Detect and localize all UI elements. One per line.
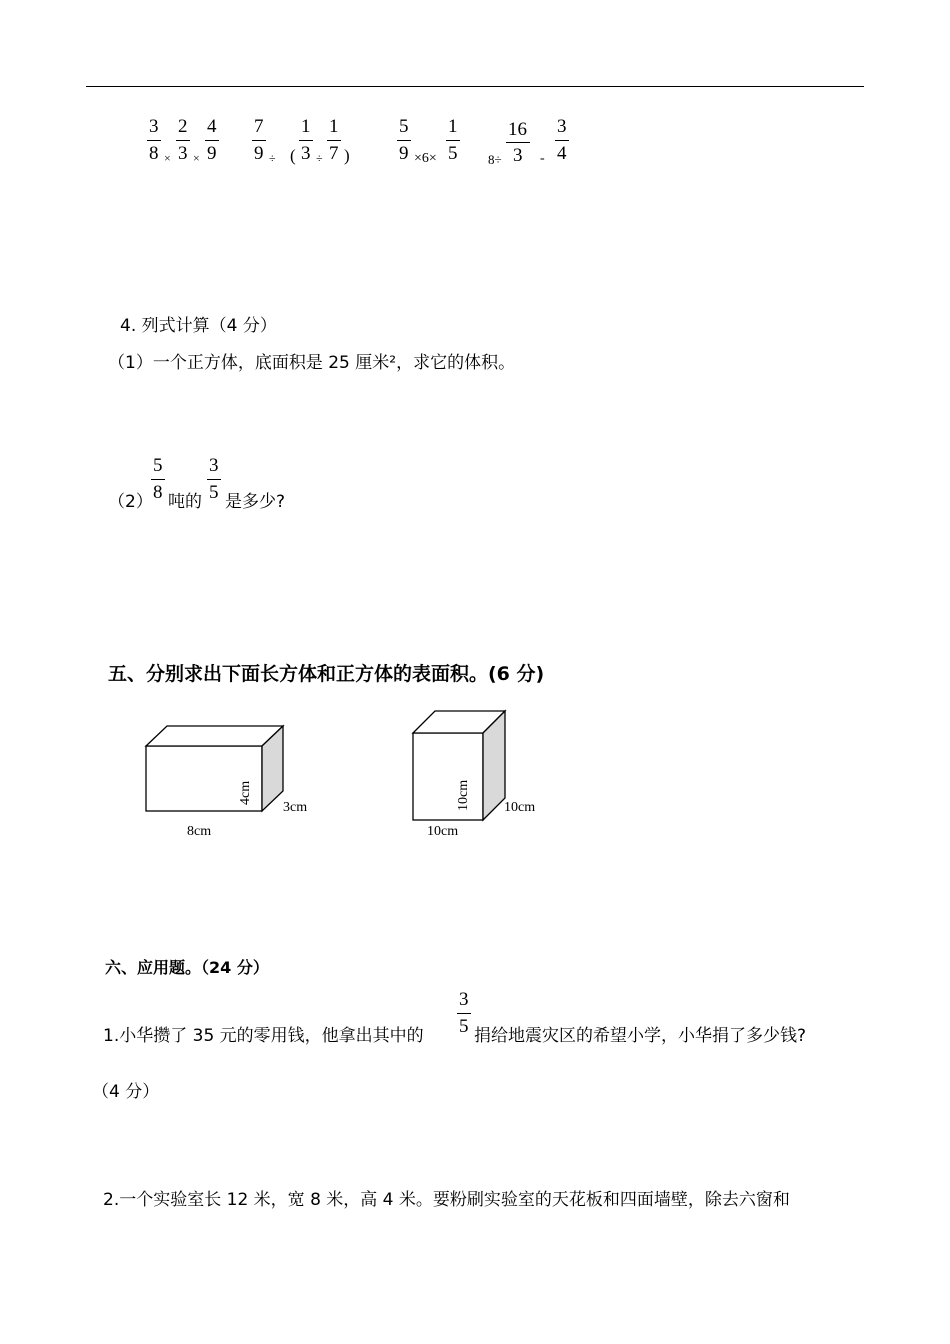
question-4-title: 4. 列式计算（4 分） bbox=[120, 316, 277, 336]
fraction-numerator: 16 bbox=[508, 119, 527, 140]
operator: ÷ bbox=[269, 151, 276, 165]
fraction-numerator: 4 bbox=[207, 116, 217, 137]
question-4-part-1: （1）一个正方体，底面积是 25 厘米²，求它的体积。 bbox=[108, 353, 516, 373]
fraction-numerator: 5 bbox=[399, 116, 409, 137]
section-5-heading: 五、分别求出下面长方体和正方体的表面积。(6 分) bbox=[108, 663, 545, 685]
question-points: （4 分） bbox=[92, 1082, 160, 1102]
question-text: 1.小华攒了 35 元的零用钱，他拿出其中的 bbox=[103, 1026, 424, 1046]
fraction-denominator: 9 bbox=[399, 143, 409, 164]
fraction-numerator: 3 bbox=[209, 455, 219, 476]
fraction-denominator: 8 bbox=[149, 143, 159, 164]
fraction-numerator: 3 bbox=[557, 116, 567, 137]
fraction-denominator: 5 bbox=[448, 143, 458, 164]
fraction-numerator: 7 bbox=[254, 116, 264, 137]
cube-height-label: 10cm bbox=[456, 779, 471, 811]
operator: - bbox=[540, 151, 545, 166]
fraction-numerator: 3 bbox=[149, 116, 159, 137]
operator: × bbox=[164, 151, 171, 165]
operator: × bbox=[193, 151, 200, 165]
left-paren: ( bbox=[290, 146, 296, 165]
section-6-heading: 六、应用题。（24 分） bbox=[105, 958, 269, 977]
fraction-numerator: 1 bbox=[301, 116, 311, 137]
cube-depth-label: 10cm bbox=[504, 800, 536, 815]
fraction-numerator: 3 bbox=[459, 989, 469, 1010]
fraction-denominator: 4 bbox=[557, 143, 567, 164]
fraction-numerator: 1 bbox=[329, 116, 339, 137]
fraction-denominator: 8 bbox=[153, 482, 163, 503]
fraction-bar bbox=[457, 1013, 471, 1014]
fraction-numerator: 1 bbox=[448, 116, 458, 137]
fraction-denominator: 3 bbox=[178, 143, 188, 164]
cube-length-label: 10cm bbox=[427, 824, 459, 839]
cuboid-depth-label: 3cm bbox=[283, 800, 308, 815]
fraction-denominator: 3 bbox=[301, 143, 311, 164]
fraction-denominator: 9 bbox=[254, 143, 264, 164]
fraction-denominator: 5 bbox=[459, 1016, 469, 1037]
operator: ÷ bbox=[316, 151, 323, 165]
fraction-numerator: 2 bbox=[178, 116, 188, 137]
part-mid-text: 吨的 bbox=[168, 492, 202, 512]
operator: ×6× bbox=[414, 151, 437, 166]
fraction-denominator: 9 bbox=[207, 143, 217, 164]
fraction-numerator: 5 bbox=[153, 455, 163, 476]
right-paren: ) bbox=[344, 146, 350, 165]
cuboid-length-label: 8cm bbox=[187, 824, 212, 839]
cuboid-figure bbox=[146, 726, 283, 811]
part-suffix: 是多少? bbox=[225, 492, 286, 512]
operator-prefix: 8÷ bbox=[488, 152, 502, 167]
fraction-denominator: 5 bbox=[209, 482, 219, 503]
fraction-denominator: 3 bbox=[513, 145, 523, 166]
cuboid-height-label: 4cm bbox=[238, 780, 253, 805]
question-text-continued: 捐给地震灾区的希望小学，小华捐了多少钱? bbox=[474, 1026, 807, 1046]
fraction-denominator: 7 bbox=[329, 143, 339, 164]
section-6-question-2: 2.一个实验室长 12 米，宽 8 米，高 4 米。要粉刷实验室的天花板和四面墙壁，除去六窗和 bbox=[103, 1190, 790, 1210]
part-prefix: （2） bbox=[108, 492, 153, 512]
